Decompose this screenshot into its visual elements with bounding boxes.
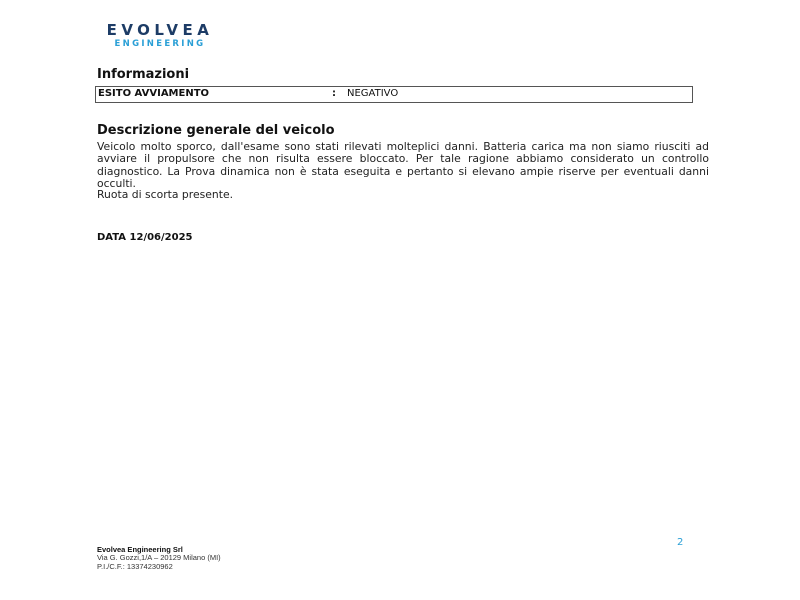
- logo-main-text: EVOLVEA: [106, 21, 214, 39]
- document-date: DATA 12/06/2025: [97, 232, 193, 243]
- company-logo: [97, 22, 223, 49]
- description-section-title: Descrizione generale del veicolo: [97, 123, 335, 138]
- description-paragraph: Veicolo molto sporco, dall'esame sono stati rilevati molteplici danni. Batteria carica ma non siamo riusciti ad avviare il propulsore che non risulta essere bloccato. Per tale ragione abbiamo considerato un controllo diagnostico. La Prova dinamica non è stata eseguita e pertanto si elevano ampie riserve per eventuali danni occulti.: [97, 140, 709, 190]
- info-key-label: ESITO AVVIAMENTO: [98, 88, 210, 99]
- info-table: [95, 86, 693, 103]
- spare-wheel-note: Ruota di scorta presente.: [97, 188, 234, 201]
- footer-address: Via G. Gozzi,1/A – 20129 Milano (MI): [97, 553, 221, 563]
- page-number: 2: [677, 537, 684, 548]
- footer-vat: P.I./C.F.: 13374230962: [97, 561, 173, 571]
- page-footer: [97, 546, 221, 571]
- info-section-title: Informazioni: [97, 67, 190, 82]
- info-value: NEGATIVO: [347, 88, 399, 99]
- footer-company: Evolvea Engineering Srl: [97, 545, 183, 554]
- logo-sub-text: ENGINEERING: [114, 39, 206, 49]
- info-separator: :: [332, 88, 336, 99]
